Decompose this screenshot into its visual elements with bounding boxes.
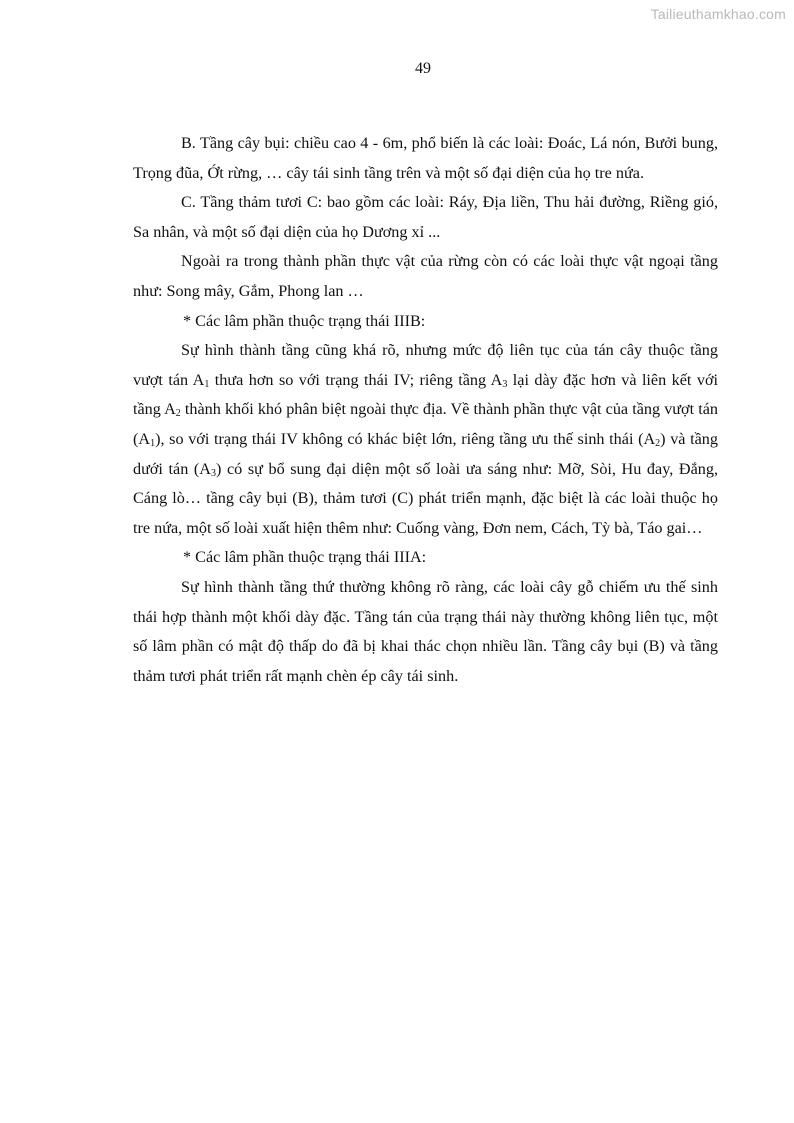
heading-state-iiia: * Các lâm phần thuộc trạng thái IIIA: [183, 548, 427, 567]
page-number: 49 [415, 60, 431, 77]
paragraph-state-iiia: Sự hình thành tầng thứ thường không rõ ràng, các loài cây gỗ chiếm ưu thế sinh thái hợp thành một khối dày đặc. Tầng tán của trạng thái này thường không liên tục, một số lâm phần có mật độ thấp do đã bị khai thác chọn nhiều lần. Tầng cây bụi (B) và tầng thảm tươi phát triển rất mạnh chèn ép cây tái sinh. [133, 577, 718, 685]
watermark: Tailieuthamkhao.com [650, 6, 786, 22]
document-body [133, 129, 718, 691]
paragraph-herb-layer: C. Tầng thảm tươi C: bao gồm các loài: Ráy, Địa liền, Thu hải đường, Riềng gió, Sa nhân, và một số đại diện của họ Dương xỉ ... [133, 193, 718, 241]
subscript: 1 [150, 437, 156, 449]
text-run: ), so với trạng thái IV không có khác biệt lớn, riêng tầng ưu thế sinh thái (A [155, 429, 656, 448]
paragraph-epiphytes: Ngoài ra trong thành phần thực vật của rừng còn có các loài thực vật ngoại tầng như: Song mây, Gắm, Phong lan … [133, 252, 718, 300]
paragraph-state-iiib [133, 336, 718, 543]
text-run: ) có sự bổ sung đại diện một số loài ưa sáng như: Mỡ, Sòi, Hu đay, Đắng, Cáng lò… tầng cây bụi (B), thảm tươi (C) phát triển mạnh, đặc biệt là các loài thuộc họ tre nứa, một số loài xuất hiện thêm như: Cuống vàng, Đơn nem, Cách, Tỳ bà, Táo gai… [133, 459, 718, 537]
subscript: 3 [210, 467, 216, 479]
text-run: thành khối khó phân biệt ngoài thực địa. Về thành phần thực vật của tầng vượt tán (A [133, 400, 718, 448]
heading-state-iiib: * Các lâm phần thuộc trạng thái IIIB: [183, 311, 426, 330]
subscript: 1 [204, 378, 210, 390]
subscript: 2 [175, 408, 181, 420]
text-run: lại dày đặc hơn và liên kết với tầng A [133, 370, 718, 419]
text-run: ) và tầng dưới tán (A [133, 429, 718, 478]
subscript: 3 [502, 378, 508, 390]
text-run: Sự hình thành tầng cũng khá rõ, nhưng mức độ liên tục của tán cây thuộc tầng vượt tán A [133, 341, 718, 389]
text-run: thưa hơn so với trạng thái IV; riêng tầng A [209, 370, 503, 389]
paragraph-shrub-layer: B. Tầng cây bụi: chiều cao 4 - 6m, phổ biến là các loài: Đoác, Lá nón, Bưởi bung, Trọng đũa, Ớt rừng, … cây tái sinh tầng trên và một số đại diện của họ tre nứa. [133, 134, 718, 182]
subscript: 2 [655, 437, 661, 449]
